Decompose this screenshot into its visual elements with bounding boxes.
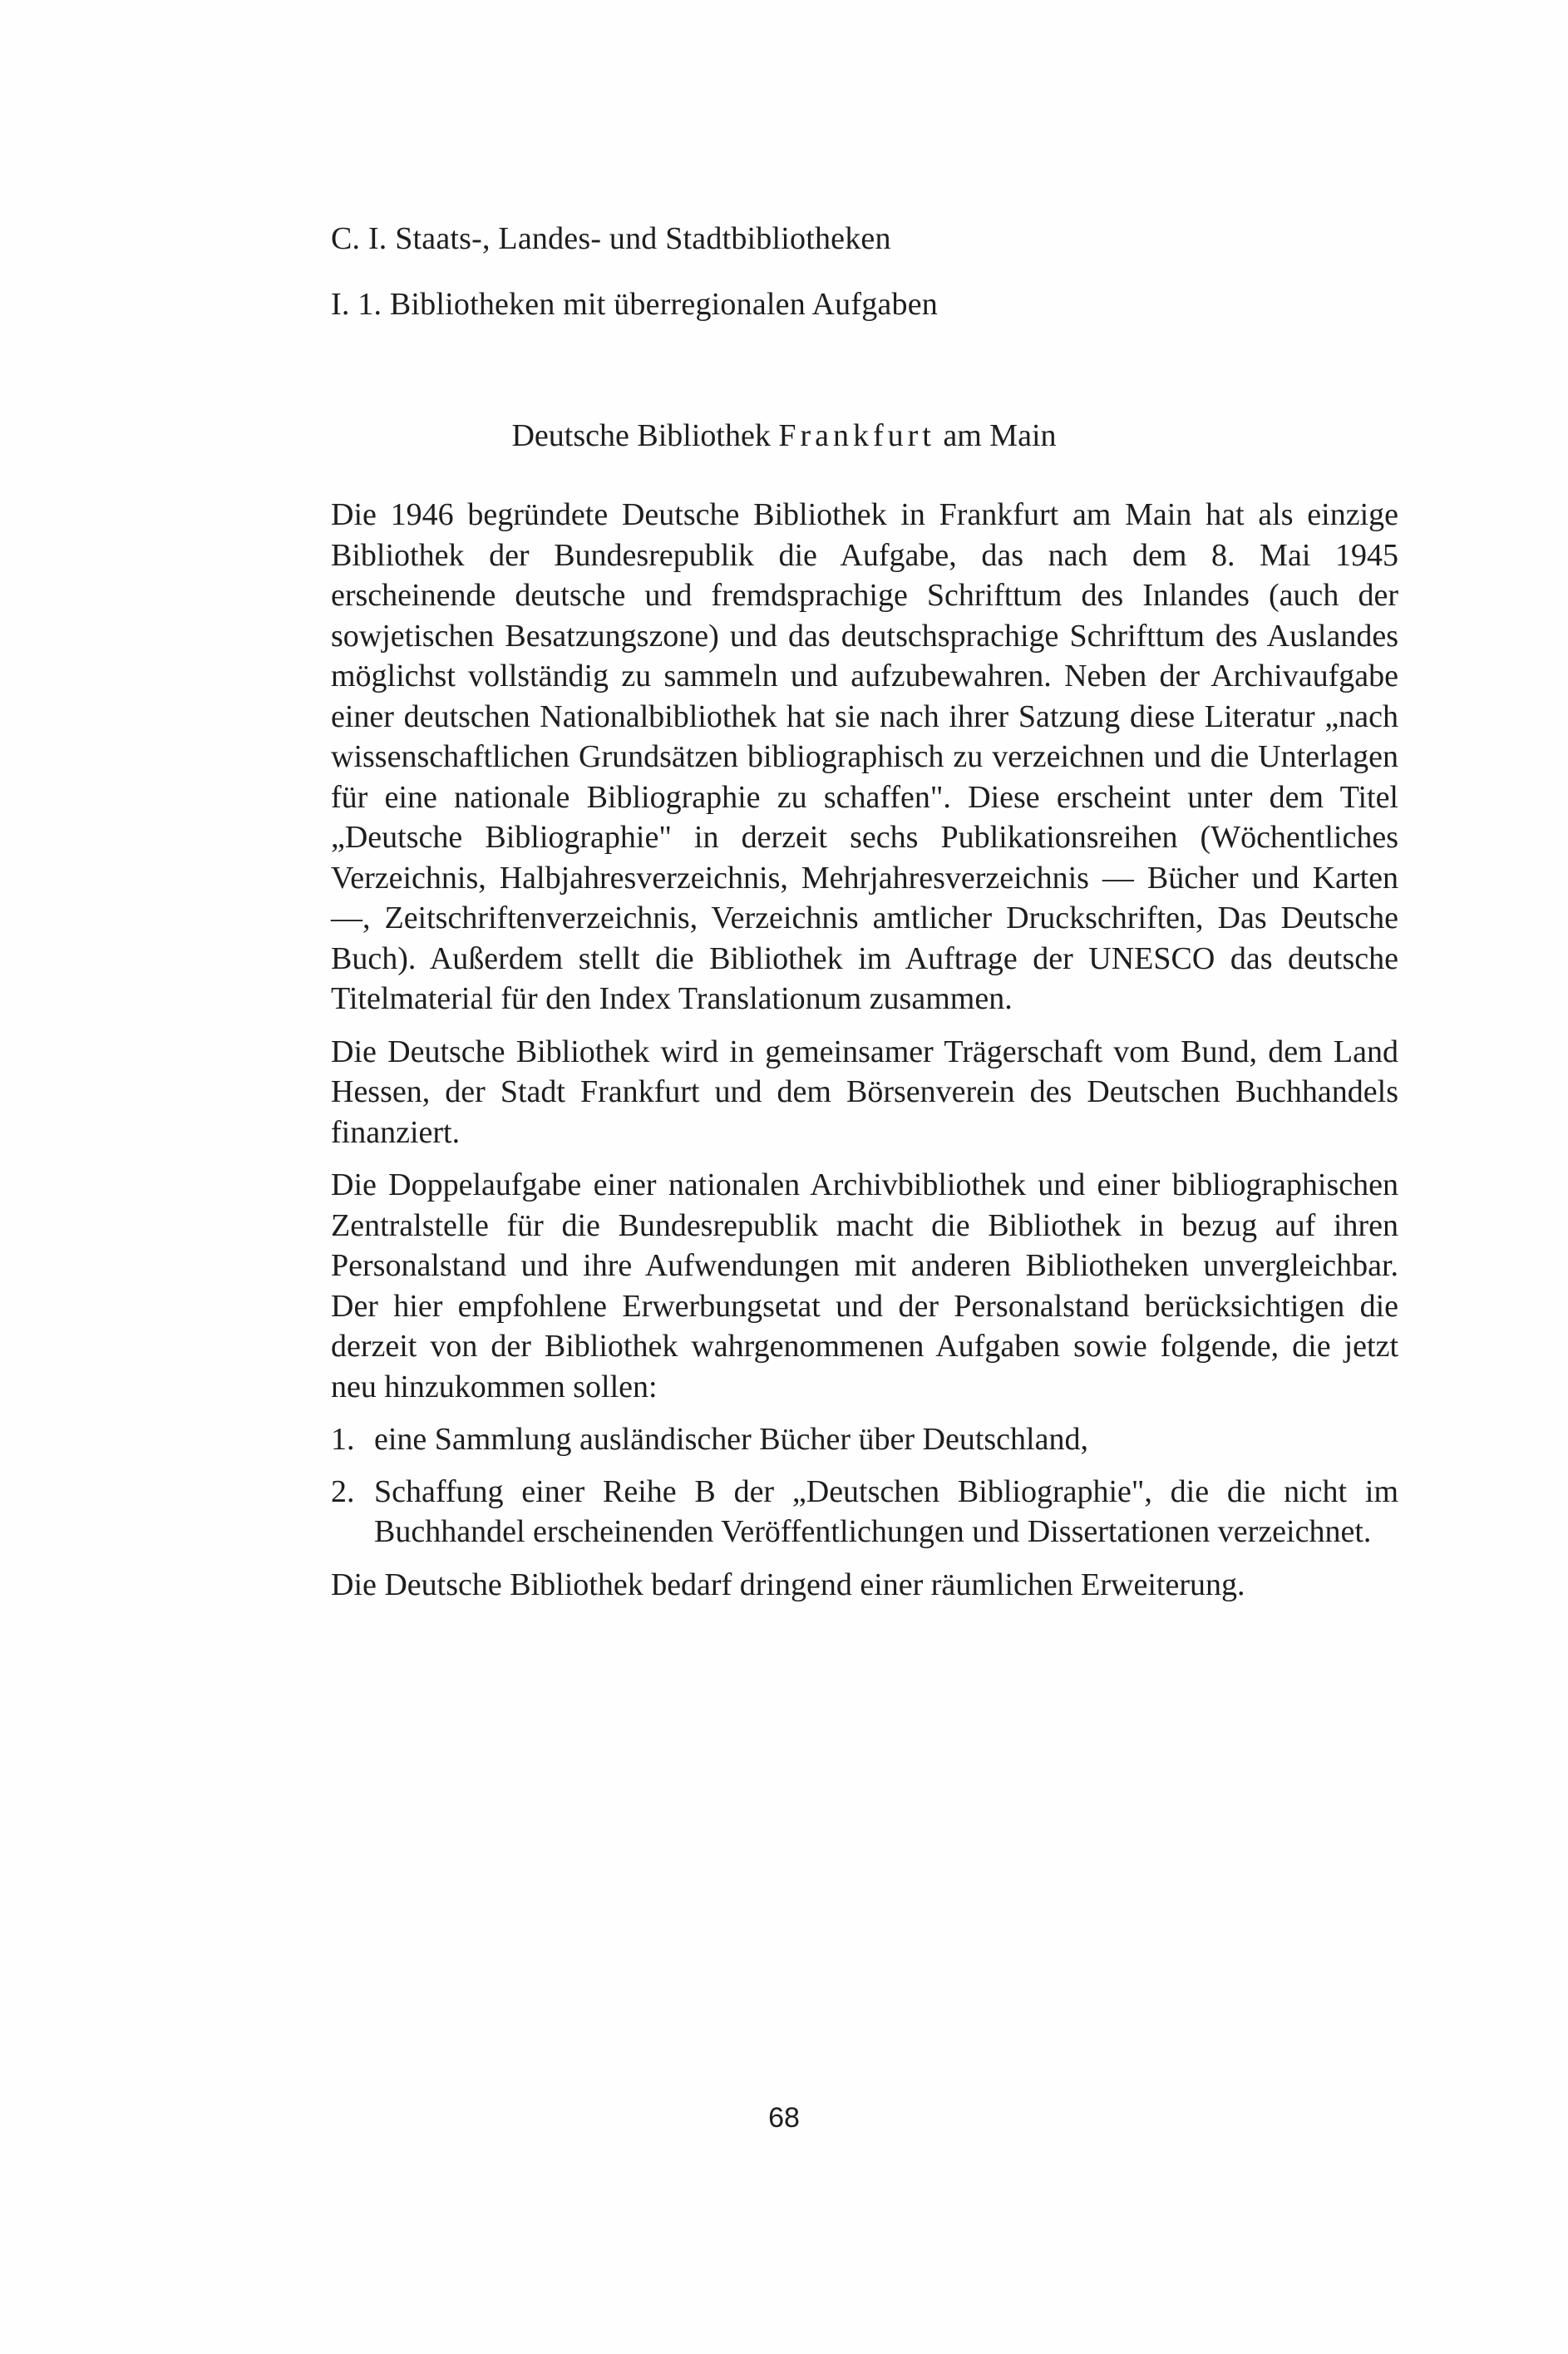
paragraph-closing: Die Deutsche Bibliothek bedarf dringend einer räumlichen Erweiterung. xyxy=(331,1567,1245,1602)
paragraph-tasks: Die Doppelaufgabe einer nationalen Archivbibliothek und einer bibliographischen Zentralstelle für die Bundesrepublik macht die Bibliothek in bezug auf ihren Personalstand und ihre Aufwendungen mit anderen Bibliotheken unvergleichbar. Der hier empfohlene Erwerbungsetat und der Personalstand berücksichtigen die derzeit von der Bibliothek wahrgenommenen Aufgaben sowie folgende, die jetzt neu hinzukommen sollen: xyxy=(331,1167,1398,1404)
task-list xyxy=(331,1419,1398,1552)
list-item-number: 1. xyxy=(331,1422,355,1457)
paragraph-funding: Die Deutsche Bibliothek wird in gemeinsamer Trägerschaft vom Bund, dem Land Hessen, der Stadt Frankfurt und dem Börsenverein des Deutschen Buchhandels finanziert. xyxy=(331,1034,1398,1150)
list-item-text: Schaffung einer Reihe B der „Deutschen Bibliographie", die die nicht im Buchhandel erscheinenden Veröffentlichungen und Dissertationen verzeichnet. xyxy=(374,1473,1398,1549)
library-title xyxy=(0,416,1568,456)
list-item xyxy=(331,1472,1398,1552)
section-heading: C. I. Staats-, Landes- und Stadtbibliotheken xyxy=(331,221,891,256)
list-item-number: 2. xyxy=(331,1473,355,1509)
paragraph-mission: Die 1946 begründete Deutsche Bibliothek in Frankfurt am Main hat als einzige Bibliothek der Bundesrepublik die Aufgabe, das nach dem 8. Mai 1945 erscheinende deutsche und fremdsprachige Schrifttum des Inlandes (auch der sowjetischen Besatzungszone) und das deutschsprachige Schrifttum des Auslandes möglichst vollständig zu sammeln und aufzubewahren. Neben der Archivaufgabe einer deutschen Nationalbibliothek hat sie nach ihrer Satzung diese Literatur „nach wissenschaftlichen Grundsätzen bibliographisch zu verzeichnen und die Unterlagen für eine nationale Bibliographie zu schaffen". Diese erscheint unter dem Titel „Deutsche Bibliographie" in derzeit sechs Publikationsreihen (Wöchentliches Verzeichnis, Halbjahresverzeichnis, Mehrjahresverzeichnis — Bücher und Karten —, Zeitschriftenverzeichnis, Verzeichnis amtlicher Druckschriften, Das Deutsche Buch). Außerdem stellt die Bibliothek im Auftrage der UNESCO das deutsche Titelmaterial für den Index Translationum zusammen. xyxy=(331,497,1398,1016)
subsection-heading: I. 1. Bibliotheken mit überregionalen Aufgaben xyxy=(331,287,938,322)
list-item xyxy=(331,1419,1398,1460)
library-title-city: Frankfurt xyxy=(778,418,935,453)
library-title-suffix: am Main xyxy=(934,418,1057,453)
body-text xyxy=(331,495,1398,1617)
library-title-prefix: Deutsche Bibliothek xyxy=(511,418,779,453)
list-item-text: eine Sammlung ausländischer Bücher über Deutschland, xyxy=(374,1422,1088,1457)
page-number: 68 xyxy=(768,2102,800,2134)
